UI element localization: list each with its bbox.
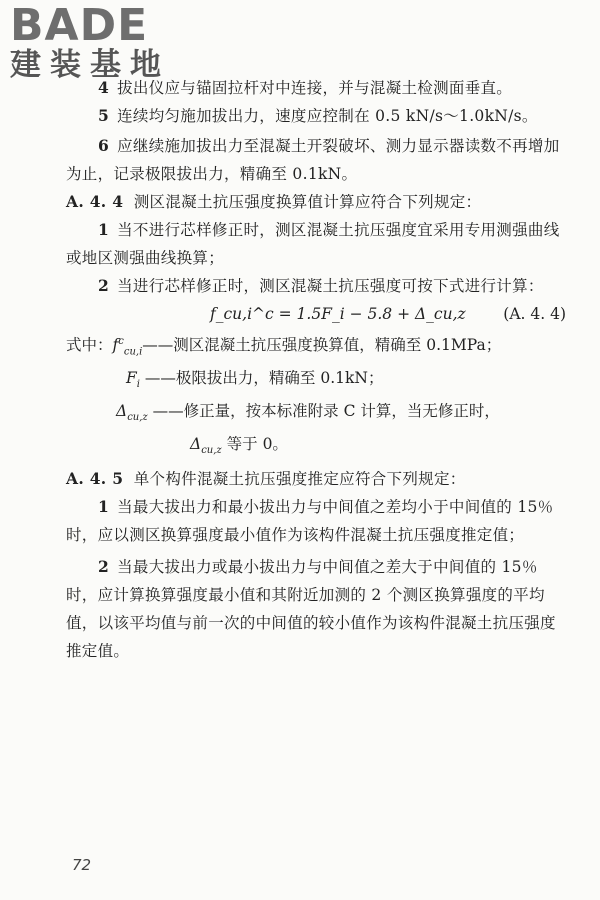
- item-6-text: 应继续施加拔出力至混凝土开裂破坏、测力显示器读数不再增加为止，记录极限拔出力，精确至 0.1kN。: [66, 137, 560, 183]
- clause-a444-item-1-number: 1: [98, 220, 110, 239]
- definition-3-continued: [66, 431, 566, 464]
- definition-3-text: ——修正量，按本标准附录 C 计算，当无修正时，: [152, 402, 500, 421]
- clause-a445-number: A. 4. 5: [66, 468, 124, 488]
- clause-a445-item-1: [66, 493, 566, 549]
- clause-a444-item-2-number: 2: [98, 276, 110, 295]
- definition-1: [66, 328, 566, 365]
- symbol-fi: $F_i$: [126, 369, 140, 391]
- symbol-delta: $\Delta_{cu,z}$: [116, 402, 148, 424]
- clause-a445-title: 单个构件混凝土抗压强度推定应符合下列规定：: [133, 469, 466, 488]
- item-4-number: 4: [98, 78, 110, 97]
- definition-2: [66, 365, 566, 398]
- clause-a445-heading: [66, 465, 566, 493]
- clause-a444-item-1: [66, 216, 566, 272]
- logo-wordmark: BADE: [10, 0, 149, 51]
- document-body: [66, 74, 566, 665]
- item-5-text: 连续均匀施加拔出力，速度应控制在 0.5 kN/s～1.0kN/s。: [117, 107, 538, 125]
- clause-a444-number: A. 4. 4: [66, 192, 124, 211]
- clause-a445-item-2-number: 2: [98, 556, 110, 576]
- logo-chinese-name: 建装基地: [10, 47, 170, 83]
- bade-logo: [10, 0, 180, 83]
- symbol-fcu: $f^c_{cu,i}$: [112, 336, 143, 358]
- item-5-number: 5: [98, 106, 110, 125]
- clause-a445-item-1-number: 1: [98, 496, 110, 516]
- clause-a444-item-2: [66, 272, 566, 300]
- definition-2-text: ——极限拔出力，精确至 0.1kN；: [144, 369, 384, 388]
- definition-3: [66, 398, 566, 431]
- item-6: [66, 132, 566, 188]
- clause-a445-item-2: [66, 553, 566, 665]
- item-4-text: 拔出仪应与锚固拉杆对中连接，并与混凝土检测面垂直。: [117, 79, 513, 97]
- clause-a445-item-2-text: 当最大拔出力或最小拔出力与中间值之差大于中间值的 15％时，应计算换算强度最小值和其附近加测的 2 个测区换算强度的平均值，以该平均值与前一次的中间值的较小值作为该构件混凝土抗压强度推定值。: [66, 557, 556, 660]
- item-6-number: 6: [98, 136, 110, 155]
- clause-a444-heading: [66, 188, 566, 216]
- definition-1-text: ——测区混凝土抗压强度换算值，精确至 0.1MPa；: [142, 336, 502, 355]
- formula-a444: [66, 300, 566, 328]
- page-number: 72: [72, 856, 92, 874]
- formula-expression: f_cu,i^c = 1.5F_i − 5.8 + Δ_cu,z: [210, 305, 466, 323]
- clause-a444-item-1-text: 当不进行芯样修正时，测区混凝土抗压强度宜采用专用测强曲线或地区测强曲线换算；: [66, 221, 560, 267]
- symbol-delta-2: $\Delta_{cu,z}$: [190, 435, 222, 457]
- where-label: 式中：: [66, 336, 113, 355]
- clause-a445-item-1-text: 当最大拔出力和最小拔出力与中间值之差均小于中间值的 15％时，应以测区换算强度最小值作为该构件混凝土抗压强度推定值；: [66, 497, 554, 544]
- clause-a444-title: 测区混凝土抗压强度换算值计算应符合下列规定：: [133, 193, 482, 211]
- item-4: [66, 74, 566, 102]
- item-5: [66, 102, 566, 130]
- definition-3-cont-text: 等于 0。: [226, 435, 288, 454]
- formula-number: (A. 4. 4): [503, 305, 566, 323]
- clause-a444-item-2-text: 当进行芯样修正时，测区混凝土抗压强度可按下式进行计算：: [117, 277, 544, 295]
